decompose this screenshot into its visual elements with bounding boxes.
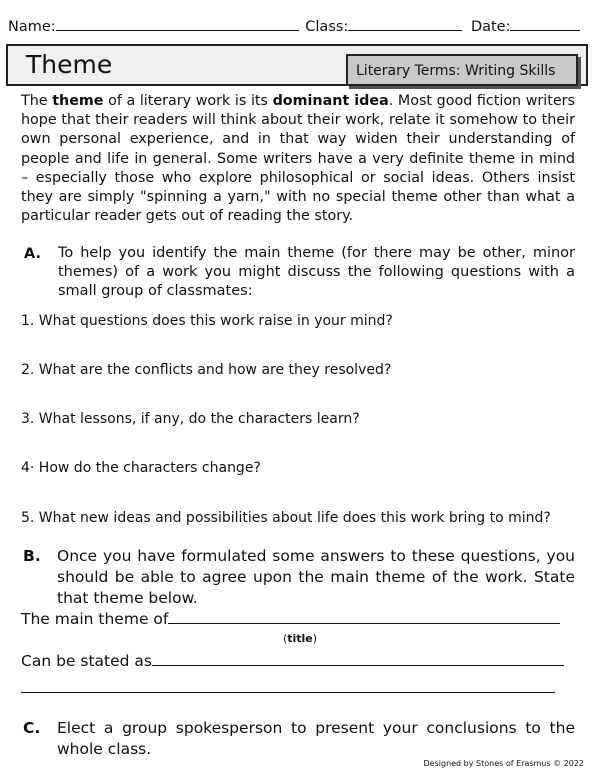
section-b-letter: B. xyxy=(23,547,41,565)
question-2: 2. What are the conflicts and how are they resolved? xyxy=(21,362,392,378)
date-field[interactable] xyxy=(510,16,580,31)
stated-as-label: Can be stated as xyxy=(21,652,152,670)
title-note: (title) xyxy=(282,632,318,645)
main-theme-row xyxy=(21,607,560,628)
main-theme-title-field[interactable] xyxy=(168,607,560,624)
intro-bold-theme: theme xyxy=(52,93,104,109)
intro-text: of a literary work is its xyxy=(103,93,273,109)
section-a-text: To help you identify the main theme (for there may be other, minor themes) of a work you might discuss the following questions with a small group of classmates: xyxy=(58,245,575,299)
date-label: Date: xyxy=(470,19,511,35)
question-5: 5. What new ideas and possibilities about life does this work bring to mind? xyxy=(21,510,551,526)
question-4: 4· How do the characters change? xyxy=(21,460,261,476)
question-3: 3. What lessons, if any, do the characters learn? xyxy=(21,411,360,427)
section-a-letter: A. xyxy=(24,246,41,262)
page-title: Theme xyxy=(26,50,113,79)
intro-paragraph xyxy=(21,92,575,226)
section-c-letter: C. xyxy=(23,719,41,737)
title-note-text: title xyxy=(287,632,313,645)
intro-text: . Most good fiction writers hope that their readers will think about their work, relate it somehow to their own personal experience, and in that way widen their understanding of people and life in general. Some writers have a very definite theme in mind – especially those who explore philosophical or social ideas. Others insist they are simply "spinning a yarn," with no special theme other than what a particular reader gets out of reading the story. xyxy=(21,93,575,225)
stated-as-row xyxy=(21,649,564,670)
subject-label: Literary Terms: Writing Skills xyxy=(356,63,556,79)
student-info-row xyxy=(8,16,592,35)
title-banner xyxy=(6,44,588,86)
footer-credit: Designed by Stones of Erasmus © 2022 xyxy=(423,759,584,768)
stated-as-continuation-line[interactable] xyxy=(21,692,555,693)
subject-badge xyxy=(346,54,578,86)
class-field[interactable] xyxy=(348,16,462,31)
section-c-text: Elect a group spokesperson to present your conclusions to the whole class. xyxy=(57,719,575,758)
section-b-text: Once you have formulated some answers to these questions, you should be able to agree upon the main theme of the work. State that theme below. xyxy=(57,547,575,607)
name-label: Name: xyxy=(8,19,56,35)
question-1: 1. What questions does this work raise in your mind? xyxy=(21,313,393,329)
main-theme-label: The main theme of xyxy=(21,610,169,628)
name-field[interactable] xyxy=(56,16,299,31)
intro-text: The xyxy=(21,93,53,109)
stated-as-field[interactable] xyxy=(152,649,564,666)
intro-bold-dominant-idea: dominant idea xyxy=(272,93,389,109)
class-label: Class: xyxy=(305,19,349,35)
